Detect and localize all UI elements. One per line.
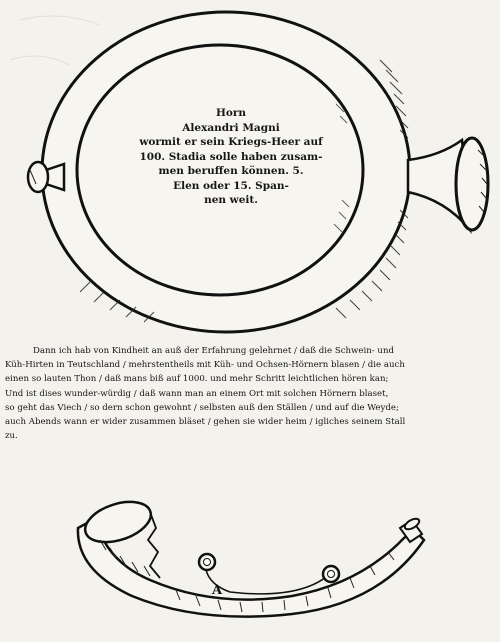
caption-line: men beruffen können. 5. [158,165,304,177]
caption-line: wormit er sein Kriegs-Heer auf [139,136,323,148]
paragraph-line: Dann ich hab von Kindheit an auß der Erfahrung gelehrnet / daß die Schwein- und [33,346,394,356]
paragraph-line: auch Abends wann er wider zusammen bläset / gehen sie wider heim / igliches seinem Stall [5,417,406,428]
figure-label-a: A [212,583,223,598]
paragraph-line: zu. [5,431,18,442]
caption-line: Alexandri Magni [182,121,280,134]
caption-line: nen weit. [204,194,258,206]
paragraph-line: Küh-Hirten in Teutschland / mehrstentheils mit Küh- und Ochsen-Hörnern blasen / die auch [5,360,405,371]
paragraph-line: Und ist dises wunder-würdig / daß wann man an einem Ort mit solchen Hörnern blaset, [5,388,389,399]
caption-line: 100. Stadia solle haben zusam- [139,150,323,163]
paragraph-line: so geht das Viech / so dern schon gewohnt / selbsten auß den Ställen / und auf die Weyde; [5,402,399,413]
caption-line: Elen oder 15. Span- [173,179,289,192]
caption-line: Horn [215,107,247,119]
paragraph-line: einen so lauten Thon / daß mans biß auf 1000. und mehr Schritt leichtlichen hören kan; [5,374,389,385]
